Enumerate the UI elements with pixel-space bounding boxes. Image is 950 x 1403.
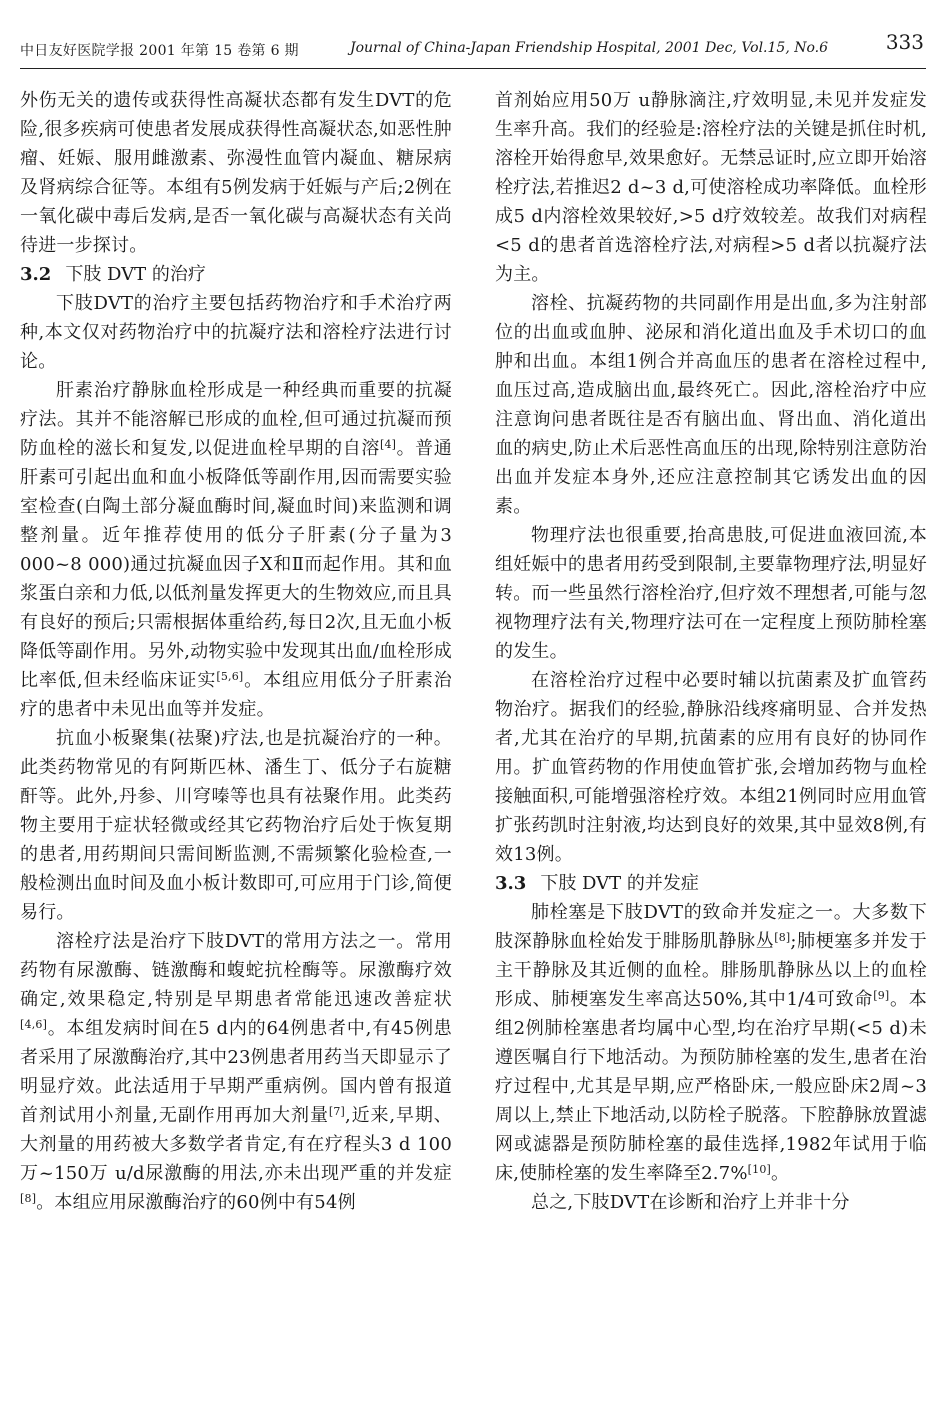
- paragraph: 外伤无关的遗传或获得性高凝状态都有发生DVT的危险,很多疾病可使患者发展成获得性高凝状态,如恶性肿瘤、妊娠、服用雌激素、弥漫性血管内凝血、糖尿病及肾病综合征等。本组有5例发病于妊娠与产后;2例在一氧化碳中毒后发病,是否一氧化碳与高凝状态有关尚待进一步探讨。: [20, 90, 452, 256]
- paragraph-pulmonary-embolism: [495, 898, 927, 1188]
- paragraph: 在溶栓治疗过程中必要时辅以抗菌素及扩血管药物治疗。据我们的经验,静脉沿线疼痛明显、合并发热者,尤其在治疗的早期,抗菌素的应用有良好的协同作用。扩血管药物的作用使血管扩张,会增加药物与血栓接触面积,可能增强溶栓疗效。本组21例同时应用血管扩张药凯时注射液,均达到良好的效果,其中显效8例,有效13例。: [495, 670, 927, 865]
- section-heading-3-3: [495, 869, 927, 898]
- section-number: 3.2: [20, 264, 52, 285]
- paragraph: 抗血小板聚集(祛聚)疗法,也是抗凝治疗的一种。此类药物常见的有阿斯匹林、潘生丁、低分子右旋糖酐等。此外,丹参、川穹嗪等也具有祛聚作用。此类药物主要用于症状轻微或经其它药物治疗后处于恢复期的患者,用药期间只需间断监测,不需频繁化验检查,一般检测出血时间及血小板计数即可,可应用于门诊,简便易行。: [20, 728, 452, 923]
- paragraph: 溶栓、抗凝药物的共同副作用是出血,多为注射部位的出血或血肿、泌尿和消化道出血及手术切口的血肿和出血。本组1例合并高血压的患者在溶栓过程中,血压过高,造成脑出血,最终死亡。因此,溶栓治疗中应注意询问患者既往是否有脑出血、肾出血、消化道出血的病史,防止术后恶性高血压的出现,除特别注意防治出血并发症本身外,还应注意控制其它诱发出血的因素。: [495, 293, 927, 517]
- section-title: 下肢 DVT 的治疗: [65, 264, 206, 285]
- text-run: ;肺梗塞多并发于主干静脉及其近侧的血栓。腓肠肌静脉丛以上的血栓形成、肺梗塞发生率高达50%,其中1/4可致命: [495, 931, 927, 1010]
- citation: [10]: [747, 1163, 772, 1176]
- citation: [8]: [774, 931, 791, 944]
- page-number: 333: [885, 30, 924, 54]
- citation: [9]: [873, 989, 890, 1002]
- section-number: 3.3: [495, 873, 527, 894]
- text-run: 。本组应用低分子肝素治疗的患者中未见出血等并发症。: [20, 670, 453, 720]
- paragraph: 物理疗法也很重要,抬高患肢,可促进血液回流,本组妊娠中的患者用药受到限制,主要靠物理疗法,明显好转。而一些虽然行溶栓治疗,但疗效不理想者,可能与忽视物理疗法有关,物理疗法可在一定程度上预防肺栓塞的发生。: [495, 525, 927, 662]
- right-column: [495, 86, 927, 1217]
- paragraph-heparin: [20, 376, 452, 724]
- paragraph: 首剂始应用50万 u静脉滴注,疗效明显,未见并发症发生率升高。我们的经验是:溶栓疗法的关键是抓住时机,溶栓开始得愈早,效果愈好。无禁忌证时,应立即开始溶栓疗法,若推迟2 d~3 d,可使溶栓成功率降低。血栓形成5 d内溶栓效果较好,>5 d疗效较差。故我们对病程<5 d的患者首选溶栓疗法,对病程>5 d者以抗凝疗法为主。: [495, 90, 927, 285]
- text-run: ,近来,早期、大剂量的用药被大多数学者肯定,有在疗程头3 d 100万~150万 u/d尿激酶的用法,亦未出现严重的并发症: [20, 1105, 453, 1184]
- journal-title-cn: 中日友好医院学报 2001 年第 15 卷第 6 期: [20, 43, 299, 59]
- citation: [7]: [328, 1105, 346, 1118]
- text-run: 。本组2例肺栓塞患者均属中心型,均在治疗早期(<5 d)未遵医嘱自行下地活动。为预防肺栓塞的发生,患者在治疗过程中,尤其是早期,应严格卧床,一般应卧床2周~3周以上,禁止下地活动,以防栓子脱落。下腔静脉放置滤网或滤器是预防肺栓塞的最佳选择,1982年试用于临床,使肺栓塞的发生率降至2.7%: [495, 989, 928, 1184]
- text-run: 。普通肝素可引起出血和血小板降低等副作用,因而需要实验室检查(白陶土部分凝血酶时间,凝血时间)来监测和调整剂量。近年推荐使用的低分子肝素(分子量为3 000~8 000)通过抗凝血因子Ⅹ和Ⅱ而起作用。其和血浆蛋白亲和力低,以低剂量发挥更大的生物效应,而且具有良好的预后;只需根据体重给药,每日2次,且无血小板降低等副作用。另外,动物实验中发现其出血/血栓形成比率低,但未经临床证实: [20, 438, 452, 691]
- paragraph: 总之,下肢DVT在诊断和治疗上并非十分: [531, 1192, 850, 1213]
- citation: [4,6]: [20, 1018, 48, 1031]
- text-run: 肺栓塞是下肢DVT的致命并发症之一。大多数下肢深静脉血栓始发于腓肠肌静脉丛: [495, 902, 927, 952]
- section-title: 下肢 DVT 的并发症: [540, 873, 699, 894]
- text-run: 。本组应用尿激酶治疗的60例中有54例: [36, 1192, 356, 1213]
- running-header: [20, 30, 926, 69]
- citation: [8]: [20, 1192, 37, 1205]
- citation: [5,6]: [216, 670, 244, 683]
- paragraph: 下肢DVT的治疗主要包括药物治疗和手术治疗两种,本文仅对药物治疗中的抗凝疗法和溶栓疗法进行讨论。: [20, 293, 452, 372]
- left-column: [20, 86, 452, 1217]
- section-heading-3-2: [20, 260, 452, 289]
- text-run: 。: [771, 1163, 790, 1184]
- journal-title-en: Journal of China-Japan Friendship Hospital, 2001 Dec, Vol.15, No.6: [350, 40, 829, 56]
- citation: [4]: [379, 438, 397, 451]
- text-run: 肝素治疗静脉血栓形成是一种经典而重要的抗凝疗法。其并不能溶解已形成的血栓,但可通过抗凝而预防血栓的滋长和复发,以促进血栓早期的自溶: [20, 380, 452, 459]
- paragraph-thrombolysis: [20, 927, 452, 1217]
- text-run: 溶栓疗法是治疗下肢DVT的常用方法之一。常用药物有尿激酶、链激酶和蝮蛇抗栓酶等。尿激酶疗效确定,效果稳定,特别是早期患者常能迅速改善症状: [20, 931, 452, 1010]
- text-run: 。本组发病时间在5 d内的64例患者中,有45例患者采用了尿激酶治疗,其中23例患者用药当天即显示了明显疗效。此法适用于早期严重病例。国内曾有报道首剂试用小剂量,无副作用再加大剂量: [20, 1018, 452, 1126]
